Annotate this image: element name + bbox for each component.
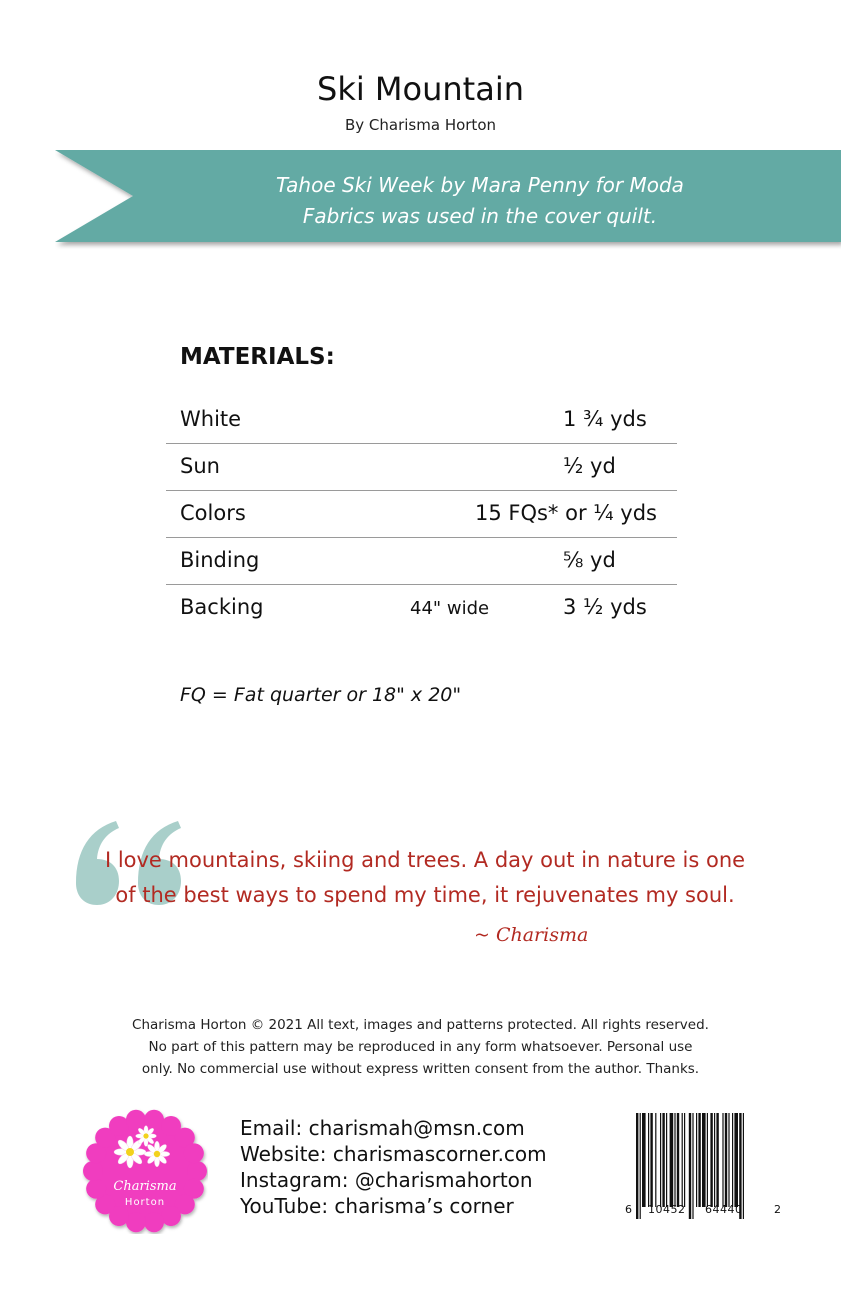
logo-text-line-1: Charisma bbox=[113, 1179, 177, 1194]
logo-text-line-2: Horton bbox=[124, 1197, 166, 1208]
material-note: 44" wide bbox=[410, 598, 490, 619]
material-quantity: 3 ½ yds bbox=[563, 595, 647, 619]
fq-footnote: FQ = Fat quarter or 18" x 20" bbox=[180, 684, 462, 706]
material-name: Backing bbox=[180, 595, 264, 619]
copyright-line-2: No part of this pattern may be reproduced in any form whatsoever. Personal use bbox=[148, 1039, 693, 1055]
barcode-digit-check: 2 bbox=[774, 1203, 781, 1216]
material-quantity: ½ yd bbox=[563, 454, 616, 478]
contact-email: Email: charismah@msn.com bbox=[240, 1116, 525, 1140]
contact-instagram: Instagram: @charismahorton bbox=[240, 1168, 533, 1192]
materials-row bbox=[166, 397, 677, 444]
material-quantity: 15 FQs* or ¼ yds bbox=[474, 501, 657, 525]
material-name: White bbox=[180, 407, 242, 431]
barcode-icon bbox=[622, 1113, 782, 1233]
materials-row bbox=[166, 585, 677, 631]
materials-row bbox=[166, 491, 677, 538]
material-quantity: ⅝ yd bbox=[563, 548, 616, 572]
charisma-horton-logo bbox=[82, 1108, 208, 1234]
materials-table bbox=[166, 397, 677, 631]
material-quantity: 1 ¾ yds bbox=[563, 407, 647, 431]
byline: By Charisma Horton bbox=[344, 116, 497, 134]
barcode-digits-left: 10452 bbox=[648, 1203, 686, 1216]
copyright-line-1: Charisma Horton © 2021 All text, images and patterns protected. All rights reserved. bbox=[132, 1017, 709, 1033]
quote-line-2: of the best ways to spend my time, it rejuvenates my soul. bbox=[115, 883, 735, 907]
material-name: Sun bbox=[180, 454, 220, 478]
quote-signature: ~ Charisma bbox=[474, 924, 589, 946]
materials-heading: MATERIALS: bbox=[180, 344, 335, 370]
materials-row bbox=[166, 444, 677, 491]
barcode-digit-lead: 6 bbox=[625, 1203, 632, 1216]
contact-info bbox=[240, 1115, 547, 1219]
copyright-line-3: only. No commercial use without express written consent from the author. Thanks. bbox=[141, 1061, 700, 1077]
fabric-banner bbox=[55, 150, 841, 245]
banner-line-1: Tahoe Ski Week by Mara Penny for Moda bbox=[276, 173, 684, 197]
banner-line-2: Fabrics was used in the cover quilt. bbox=[302, 204, 658, 228]
pattern-title: Ski Mountain bbox=[317, 70, 524, 108]
author-quote bbox=[80, 843, 770, 913]
quote-line-1: I love mountains, skiing and trees. A day out in nature is one bbox=[104, 848, 746, 872]
barcode-digits-right: 64440 bbox=[705, 1203, 743, 1216]
material-name: Colors bbox=[180, 501, 246, 525]
material-name: Binding bbox=[180, 548, 260, 572]
contact-website: Website: charismascorner.com bbox=[240, 1142, 547, 1166]
contact-youtube: YouTube: charisma’s corner bbox=[240, 1194, 514, 1218]
copyright-notice bbox=[100, 1014, 741, 1080]
materials-row bbox=[166, 538, 677, 585]
